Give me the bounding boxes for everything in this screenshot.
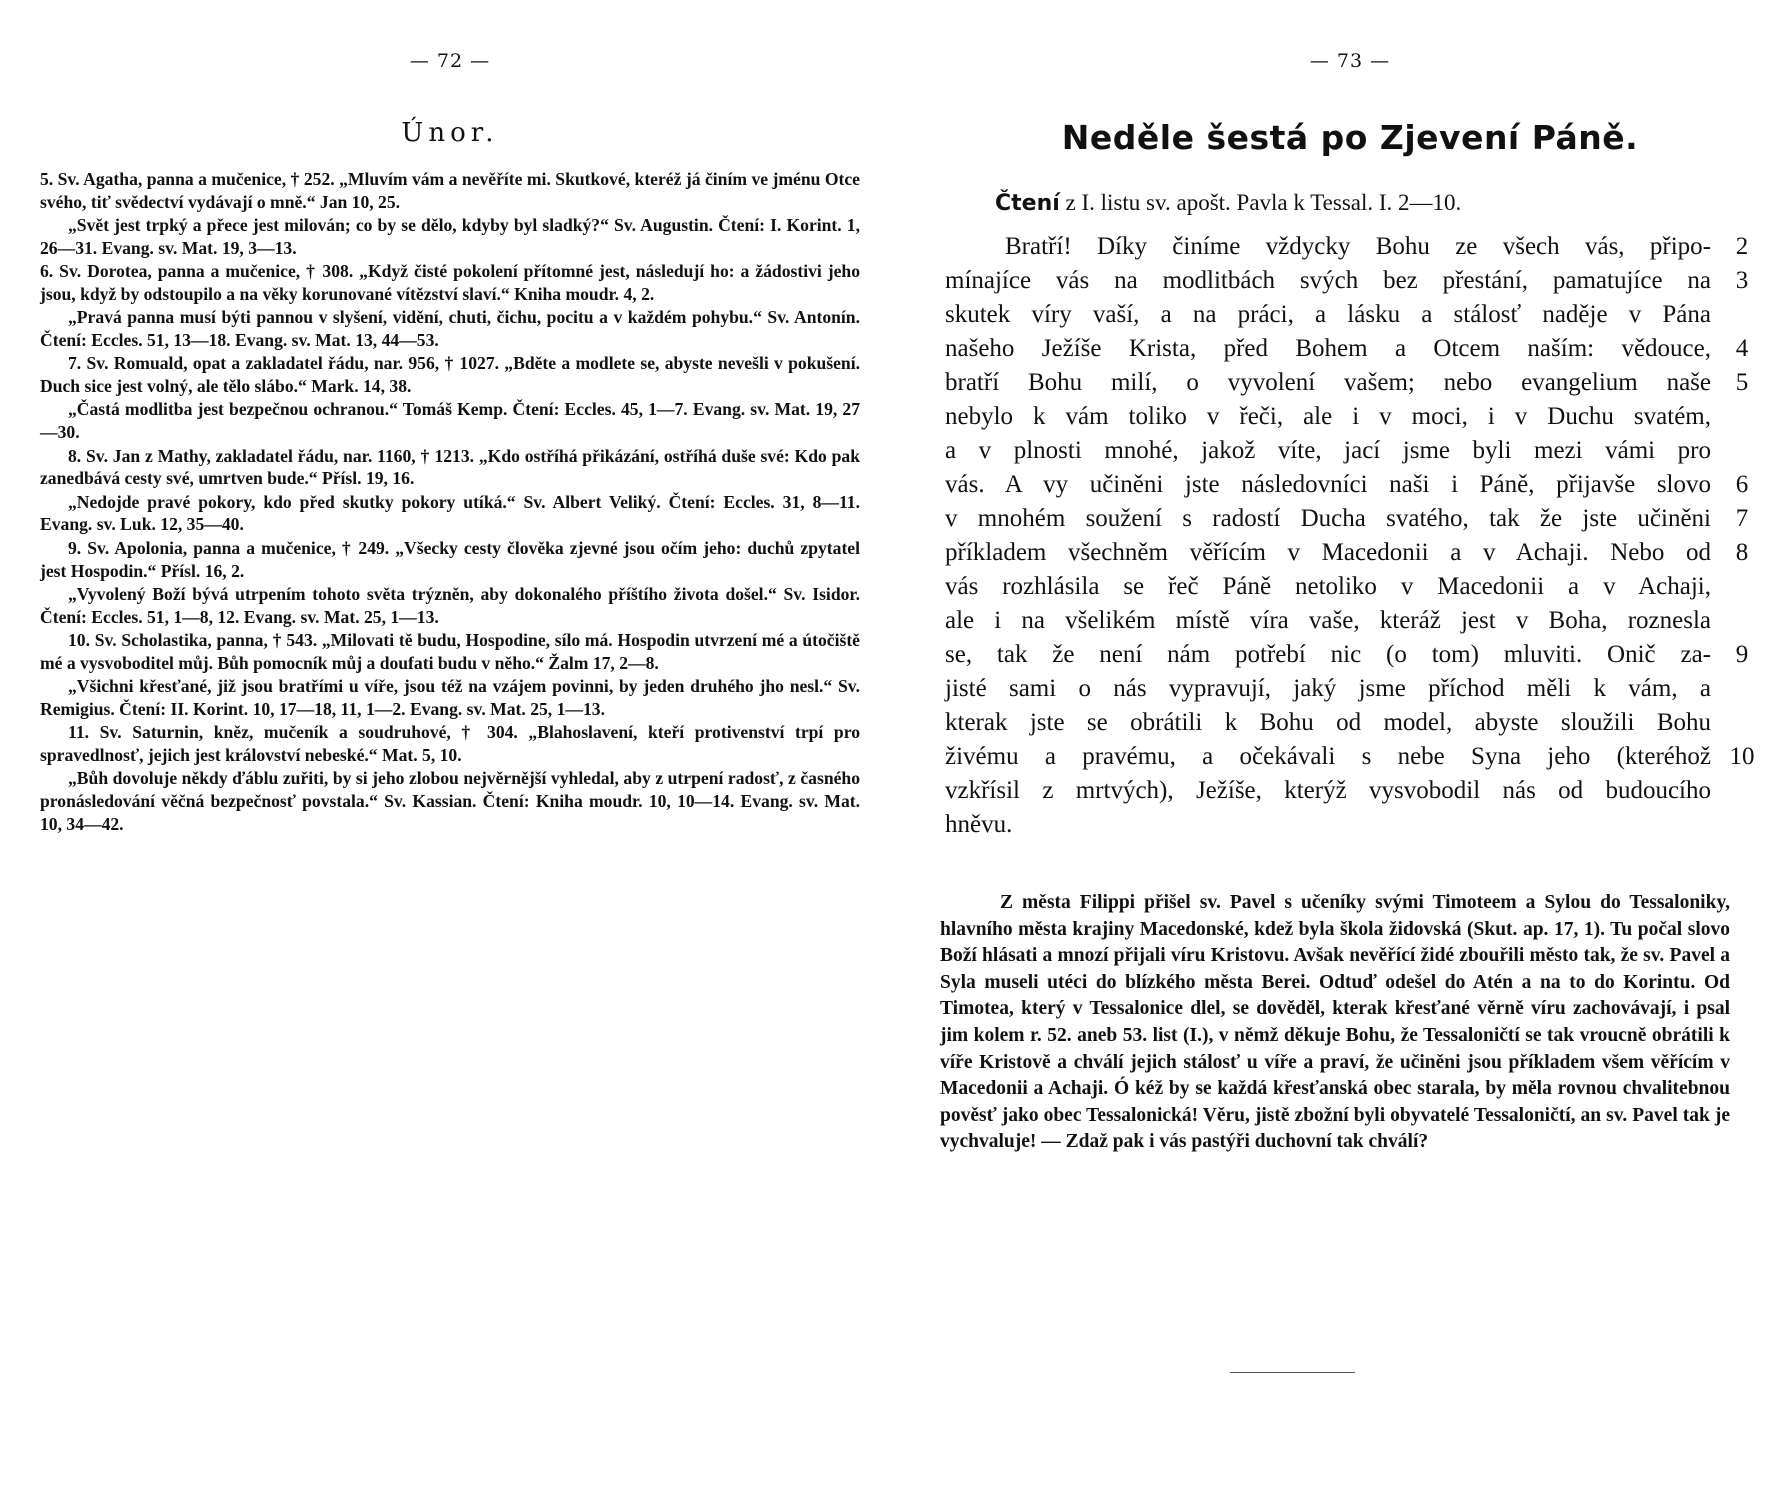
verse-number: 3 — [1735, 267, 1749, 294]
scripture-line — [935, 332, 1765, 366]
scripture-line-text: vzkřísil z mrtvých), Ježíše, kterýž vysvobodil nás od budoucího — [945, 777, 1711, 804]
calendar-entry: 11. Sv. Saturnin, kněz, mučeník a soudruhové, † 304. „Blahoslavení, kteří protivenství trpí pro spravedlnosť, jejich jest království nebeské.“ Mat. 5, 10. — [40, 722, 860, 765]
scripture-line — [935, 570, 1765, 604]
verse-number: 2 — [1735, 233, 1749, 260]
scripture-line-text: v mnohém soužení s radostí Ducha svatého, tak že jste učiněni — [945, 505, 1711, 532]
scripture-line-text: příkladem všechněm věřícím v Macedonii a v Achaji. Nebo od — [945, 539, 1711, 566]
scripture-line-text: skutek víry vaší, a na práci, a lásku a stálosť naděje v Pána — [945, 301, 1711, 328]
calendar-entry: 5. Sv. Agatha, panna a mučenice, † 252. „Mluvím vám a nevěříte mi. Skutkové, kteréž já činím ve jménu Otce svého, tiť svědectví vydávají o mně.“ Jan 10, 25. — [40, 169, 860, 212]
scripture-text — [935, 230, 1765, 842]
page-title-left: Únor. — [401, 118, 499, 148]
scripture-line — [935, 740, 1765, 774]
calendar-quote: „Pravá panna musí býti pannou v slyšení, vidění, chuti, čichu, pocitu a v každém pohybu.“ Sv. Antonín. Čtení: Eccles. 51, 13—18. Evang. sv. Mat. 13, 44—53. — [40, 307, 860, 351]
reading-label: Čtení — [995, 191, 1060, 216]
calendar-entries — [40, 168, 860, 836]
calendar-entry: 7. Sv. Romuald, opat a zakladatel řádu, nar. 956, † 1027. „Bděte a modlete se, abyste nevešli v pokušení. Duch sice jest volný, ale tělo slábo.“ Mark. 14, 38. — [40, 353, 860, 397]
verse-number: 5 — [1735, 369, 1749, 396]
calendar-quote: „Nedojde pravé pokory, kdo před skutky pokory utíká.“ Sv. Albert Veliký. Čtení: Eccles. 31, 8—11. Evang. sv. Luk. 12, 35—40. — [40, 491, 860, 535]
scripture-line — [935, 774, 1765, 808]
scripture-line — [935, 672, 1765, 706]
scripture-line — [935, 468, 1765, 502]
scripture-line — [935, 808, 1765, 842]
scripture-line-text: bratří Bohu milí, o vyvolení vašem; nebo evangelium naše — [945, 369, 1711, 396]
scripture-line — [935, 638, 1765, 672]
scripture-line — [935, 400, 1765, 434]
reading-reference: z I. listu sv. apošt. Pavla k Tessal. I. 2—10. — [1065, 190, 1462, 215]
scripture-line — [935, 536, 1765, 570]
scripture-line-text: nebylo k vám toliko v řeči, ale i v moci, i v Duchu svatém, — [945, 403, 1711, 430]
scripture-line-text: živému a pravému, a očekávali s nebe Syna jeho (kteréhož — [945, 743, 1711, 770]
verse-number: 4 — [1735, 335, 1749, 362]
calendar-quote: „Svět jest trpký a přece jest milován; co by se dělo, kdyby byl sladký?“ Sv. Augustin. Čtení: I. Korint. 1, 26—31. Evang. sv. Mat. 19, 3—13. — [40, 215, 860, 258]
reading-heading — [995, 190, 1675, 216]
verse-number: 7 — [1735, 505, 1749, 532]
page-number-left: — 72 — — [409, 50, 491, 72]
page-title-right: Neděle šestá po Zjevení Páně. — [1061, 118, 1639, 157]
calendar-quote: „Častá modlitba jest bezpečnou ochranou.“ Tomáš Kemp. Čtení: Eccles. 45, 1—7. Evang. sv. Mat. 19, 27—30. — [40, 399, 860, 443]
verse-number: 10 — [1729, 743, 1755, 770]
page-number-right: — 73 — — [1309, 50, 1391, 72]
verse-number: 8 — [1735, 539, 1749, 566]
scripture-line — [935, 298, 1765, 332]
calendar-quote: „Bůh dovoluje někdy ďáblu zuřiti, by si jeho zlobou nejvěrnější vyhledal, aby z utrpení radosť, z časného pronásledování věčná bezpečnosť povstala.“ Sv. Kassian. Čtení: Kniha moudr. 10, 10—14. Evang. sv. Mat. 10, 34—42. — [40, 768, 860, 834]
scripture-line-text: se, tak že není nám potřebí nic (o tom) mluviti. Onič za- — [945, 641, 1711, 668]
scripture-line-text: hněvu. — [945, 811, 1013, 838]
scripture-line-text: jisté sami o nás vypravují, jaký jsme příchod měli k vám, a — [945, 675, 1711, 702]
scripture-line-text: a v plnosti mnohé, jakož víte, jací jsme byli mezi vámi pro — [945, 437, 1711, 464]
calendar-quote: „Vyvolený Boží bývá utrpením tohoto světa trýzněn, aby dokonalého příštího života došel.“ Sv. Isidor. Čtení: Eccles. 51, 1—8, 12. Evang. sv. Mat. 25, 1—13. — [40, 583, 860, 627]
calendar-entry: 8. Sv. Jan z Mathy, zakladatel řádu, nar. 1160, † 1213. „Kdo ostříhá přikázání, ostříhá duše své: Kdo pak zanedbává cesty své, umrtven bude.“ Přísl. 19, 16. — [40, 445, 860, 489]
commentary — [940, 890, 1730, 1156]
scripture-line — [935, 434, 1765, 468]
commentary-paragraph: Z města Filippi přišel sv. Pavel s učeníky svými Timoteem a Sylou do Tessaloniky, hlavního města krajiny Macedonské, kdež byla škola židovská (Skut. ap. 17, 1). Tu počal slovo Boží hlásati a mnozí přijali víru Kristovu. Avšak nevěřící židé zbouřili město tak, že sv. Pavel a Syla museli utéci do blízkého města Berei. Odtuď odešel do Atén a na to do Korintu. Od Timotea, který v Tessalonice dlel, se dověděl, kterak křesťané věrně víru zachovávají, i psal jim kolem r. 52. aneb 53. list (I.), v němž děkuje Bohu, že Tessaloničtí se tak vroucně obrátili k víře Kristově a chválí jejich stálosť u víře a praví, že učiněni jsou příkladem všem věřícím v Macedonii a Achaji. Ó kéž by se každá křesťanská obec starala, by měla rovnou chvalitebnou pověsť jako obec Tessalonická! Věru, jistě zbožní byli obyvatelé Tessaloničtí, an sv. Pavel tak je vychvaluje! — Zdaž pak i vás pastýři duchovní tak chválí? — [940, 892, 1730, 1153]
calendar-entry: 9. Sv. Apolonia, panna a mučenice, † 249. „Všecky cesty člověka zjevné jsou očím jeho: duchů zpytatel jest Hospodin.“ Přísl. 16, 2. — [40, 537, 860, 581]
scripture-line-text: mínajíce vás na modlitbách svých bez přestání, pamatujíce na — [945, 267, 1711, 294]
scripture-line — [935, 366, 1765, 400]
verse-number: 6 — [1735, 471, 1749, 498]
scripture-line-text: našeho Ježíše Krista, před Bohem a Otcem naším: vědouce, — [945, 335, 1711, 362]
scripture-line-text: ale i na všelikém místě víra vaše, kteráž jest v Boha, roznesla — [945, 607, 1711, 634]
scripture-line-text: vás. A vy učiněni jste následovníci naši i Páně, přijavše slovo — [945, 471, 1711, 498]
closing-rule — [1230, 1372, 1355, 1373]
scripture-line-text: Bratří! Díky činíme vždycky Bohu ze všech vás, připo- — [1005, 233, 1711, 260]
scripture-line-text: kterak jste se obrátili k Bohu od model, abyste sloužili Bohu — [945, 709, 1711, 736]
scripture-line — [935, 604, 1765, 638]
scripture-line — [935, 502, 1765, 536]
scripture-line-text: vás rozhlásila se řeč Páně netoliko v Macedonii a v Achaji, — [945, 573, 1711, 600]
calendar-quote: „Všichni křesťané, již jsou bratřími u víře, jsou též na vzájem povinni, by jeden druhého jho nesl.“ Sv. Remigius. Čtení: II. Korint. 10, 17—18, 11, 1—2. Evang. sv. Mat. 25, 1—13. — [40, 676, 860, 719]
scripture-line — [935, 706, 1765, 740]
scripture-line — [935, 264, 1765, 298]
verse-number: 9 — [1735, 641, 1749, 668]
calendar-entry: 6. Sv. Dorotea, panna a mučenice, † 308. „Když čisté pokolení přítomné jest, následují ho: a žádostivi jeho jsou, když by odstoupilo a na věky korunované vítězství slaví.“ Kniha moudr. 4, 2. — [40, 261, 860, 304]
calendar-entry: 10. Sv. Scholastika, panna, † 543. „Milovati tě budu, Hospodine, sílo má. Hospodin utvrzení mé a útočiště mé a vysvoboditel můj. Bůh pomocník můj a doufati budu v něho.“ Žalm 17, 2—8. — [40, 629, 860, 673]
scripture-line — [935, 230, 1765, 264]
